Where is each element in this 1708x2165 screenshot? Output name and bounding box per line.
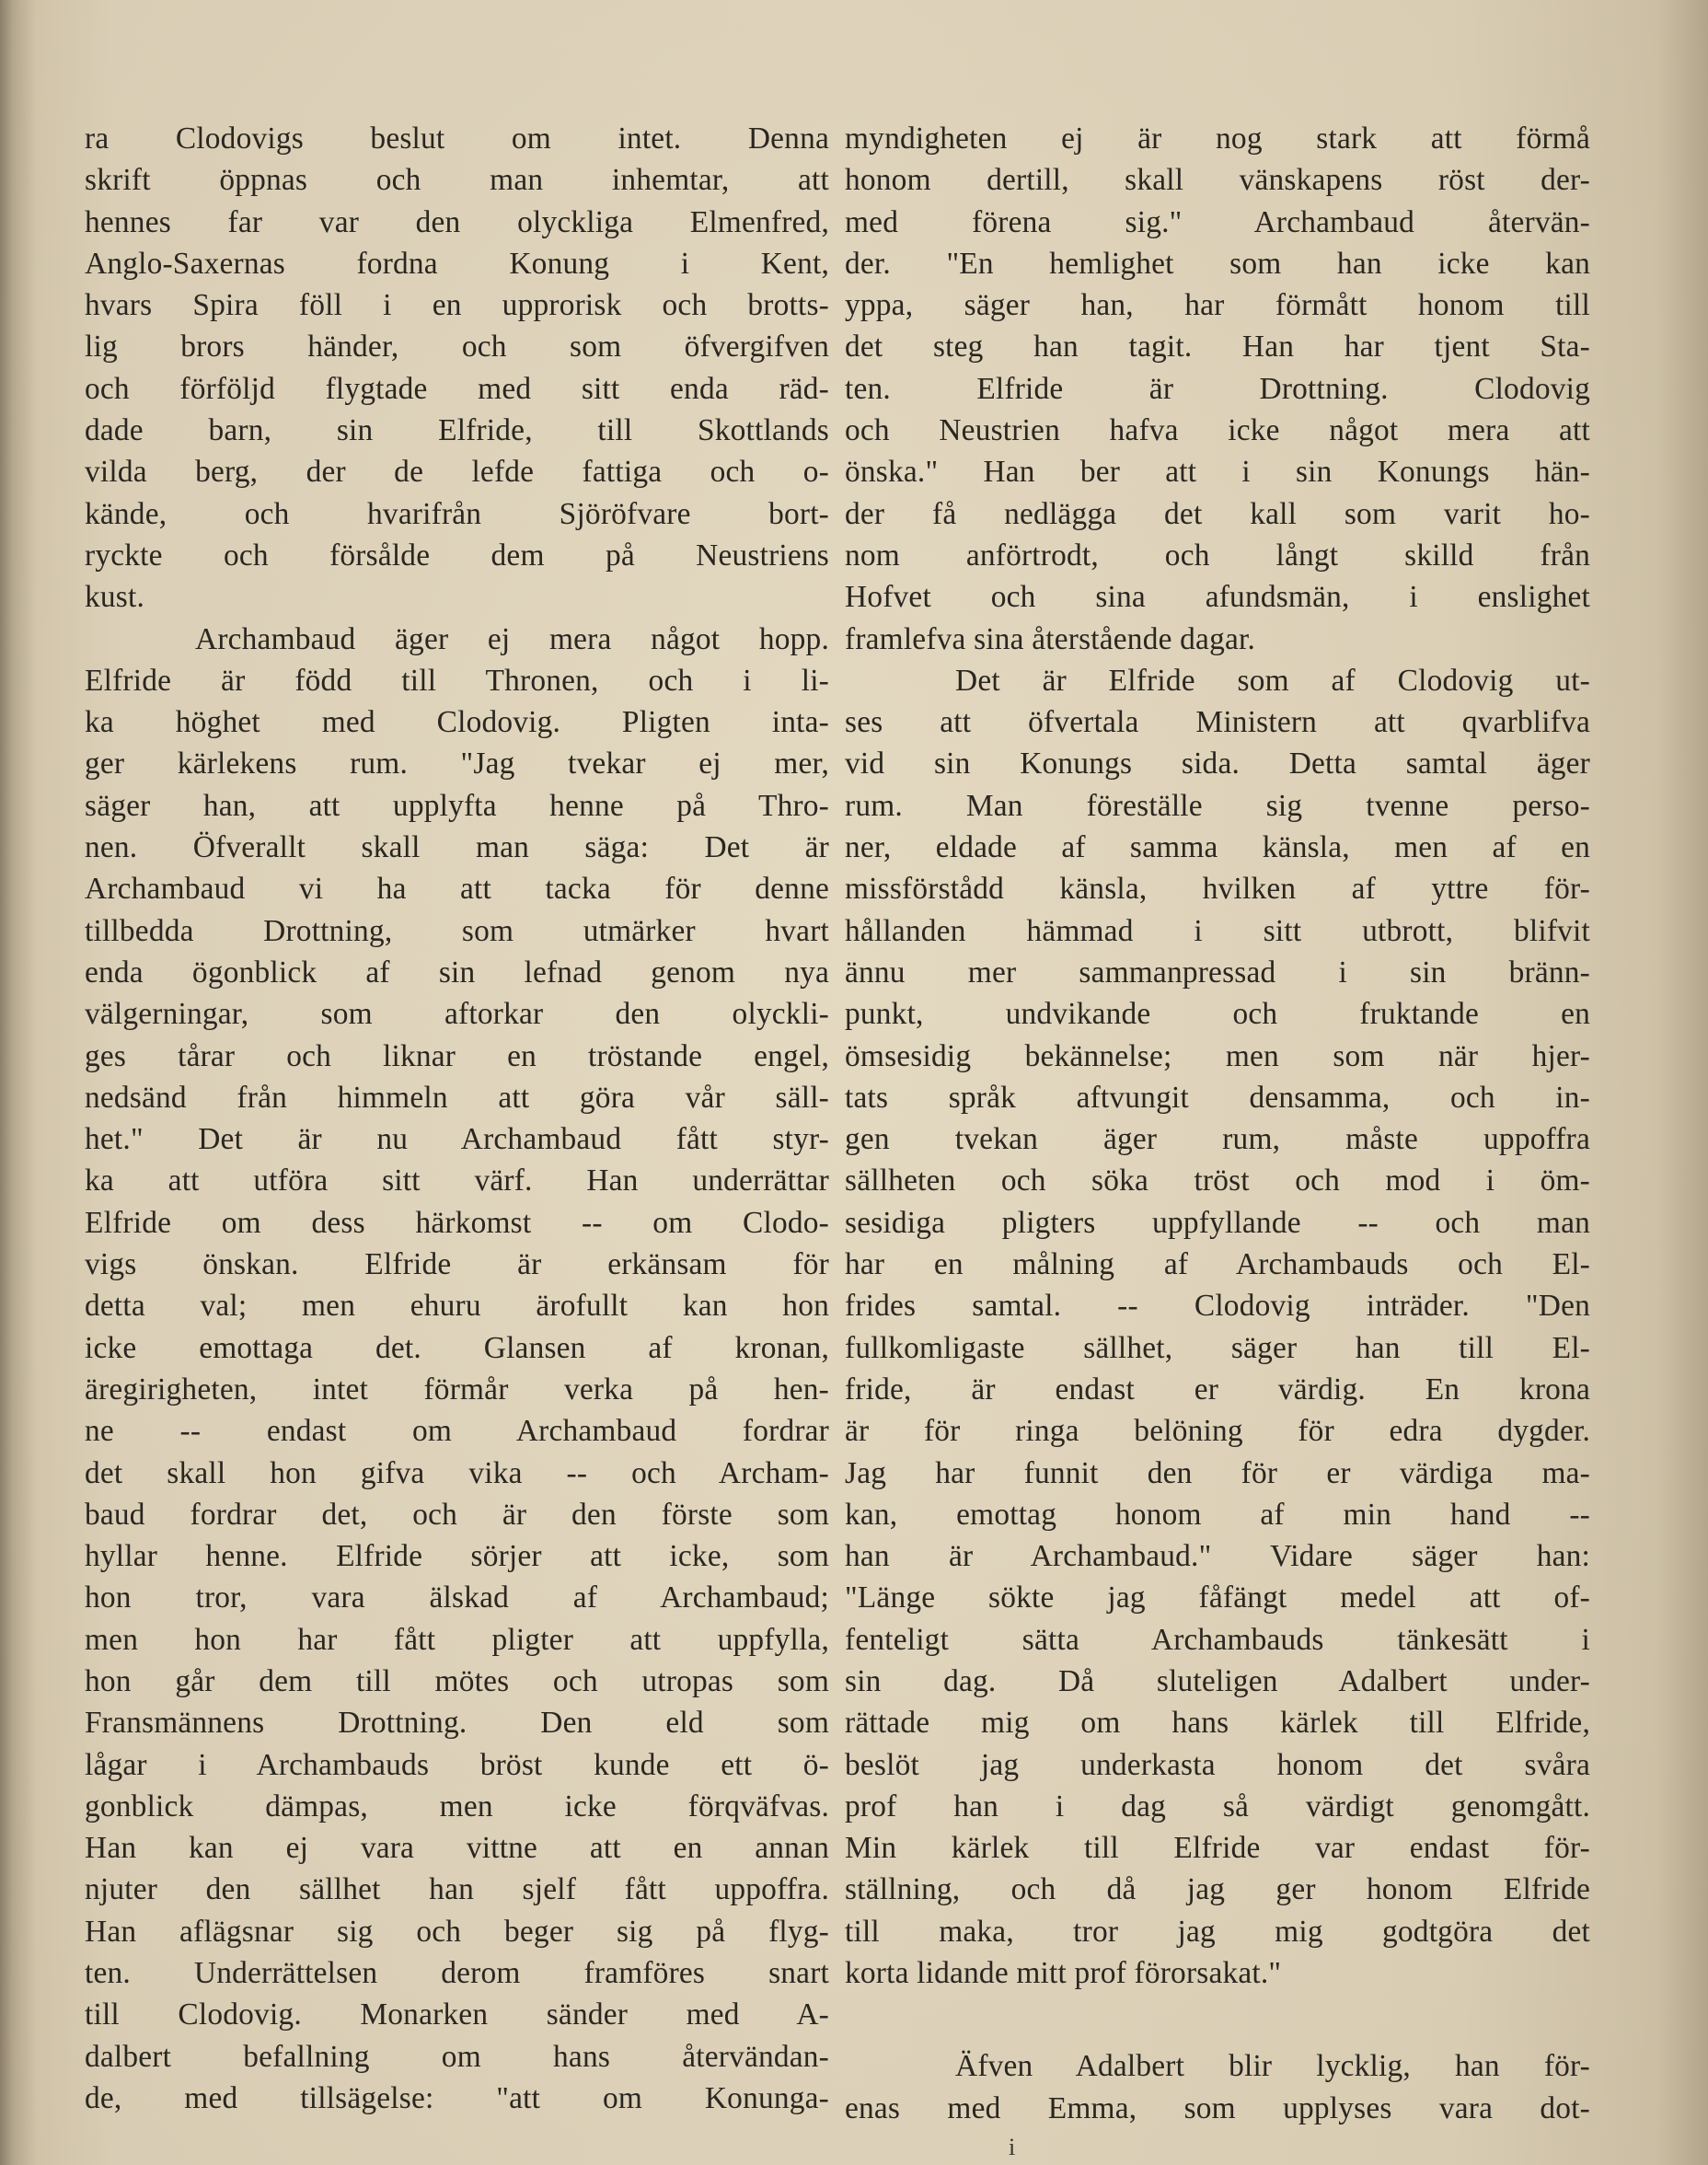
text-line: kände, och hvarifrån Sjöröfvare bort- (85, 496, 829, 531)
text-line: njuter den sällhet han sjelf fått uppoffra. (85, 1872, 829, 1907)
page-mark: i (1009, 2134, 1016, 2160)
text-line: men hon har fått pligter att uppfylla, (85, 1622, 829, 1657)
text-line: sällheten och söka tröst och mod i öm- (845, 1164, 1590, 1198)
text-line: yppa, säger han, har förmått honom till (845, 288, 1590, 323)
text-line: punkt, undvikande och fruktande en (845, 997, 1590, 1032)
text-line: ra Clodovigs beslut om intet. Denna (85, 122, 829, 156)
text-line: välgerningar, som aftorkar den olyckli- (85, 997, 829, 1032)
text-line: beslöt jag underkasta honom det svåra (845, 1747, 1590, 1782)
text-line: med förena sig." Archambaud återvän- (845, 204, 1590, 239)
text-line: baud fordrar det, och är den förste som (85, 1497, 829, 1532)
text-line: säger han, att upplyfta henne på Thro- (85, 788, 829, 823)
text-line: lig brors händer, och som öfvergifven (85, 330, 829, 365)
text-line: enas med Emma, som upplyses vara dot- (845, 2090, 1590, 2125)
text-line: det skall hon gifva vika -- och Archam- (85, 1455, 829, 1490)
text-line: framlefva sina återstående dagar. (845, 621, 1256, 656)
text-line: tillbedda Drottning, som utmärker hvart (85, 913, 829, 948)
text-line: Han aflägsnar sig och beger sig på flyg- (85, 1914, 829, 1949)
text-line: ännu mer sammanpressad i sin bränn- (845, 955, 1590, 990)
text-line: hyllar henne. Elfride sörjer att icke, som (85, 1539, 829, 1574)
text-line: dalbert befallning om hans återvändan- (85, 2039, 829, 2074)
text-line: sin dag. Då sluteligen Adalbert under- (845, 1663, 1590, 1698)
text-line: Archambaud äger ej mera något hopp. (195, 621, 829, 656)
text-line: ryckte och försålde dem på Neustriens (85, 538, 829, 573)
text-line: kust. (85, 580, 145, 615)
text-line: nen. Öfverallt skall man säga: Det är (85, 830, 829, 865)
text-line: vigs önskan. Elfride är erkänsam för (85, 1247, 829, 1282)
text-line: skrift öppnas och man inhemtar, att (85, 163, 829, 198)
text-line: de, med tillsägelse: "att om Konunga- (85, 2080, 829, 2115)
text-line: Fransmännens Drottning. Den eld som (85, 1706, 829, 1741)
text-line: fride, är endast er värdig. En krona (845, 1372, 1590, 1407)
text-line: ten. Underrättelsen derom framföres snart (85, 1956, 829, 1991)
text-line: vid sin Konungs sida. Detta samtal äger (845, 747, 1590, 781)
text-line: detta val; men ehuru ärofullt kan hon (85, 1289, 829, 1324)
text-line: gen tvekan äger rum, måste uppoffra (845, 1122, 1590, 1157)
text-line: het." Det är nu Archambaud fått styr- (85, 1122, 829, 1157)
text-line: hvars Spira föll i en upprorisk och brotts- (85, 288, 829, 323)
text-line: korta lidande mitt prof förorsakat." (845, 1956, 1282, 1991)
text-line: fullkomligaste sällhet, säger han till El- (845, 1330, 1590, 1365)
text-line: ses att öfvertala Ministern att qvarblifva (845, 705, 1590, 740)
text-line: och Neustrien hafva icke något mera att (845, 413, 1590, 448)
text-line: ger kärlekens rum. "Jag tvekar ej mer, (85, 747, 829, 781)
text-line: der få nedlägga det kall som varit ho- (845, 496, 1590, 531)
text-line: hon går dem till mötes och utropas som (85, 1663, 829, 1698)
text-line: han är Archambaud." Vidare säger han: (845, 1539, 1590, 1574)
text-line: ömsesidig bekännelse; men som när hjer- (845, 1038, 1590, 1073)
text-line: ka att utföra sitt värf. Han underrättar (85, 1164, 829, 1198)
text-line: prof han i dag så värdigt genomgått. (845, 1789, 1590, 1823)
text-line: är för ringa belöning för edra dygder. (845, 1414, 1590, 1449)
text-line: rättade mig om hans kärlek till Elfride, (845, 1706, 1590, 1741)
text-line: nom anförtrodt, och långt skilld från (845, 538, 1590, 573)
text-line: nedsänd från himmeln att göra vår säll- (85, 1080, 829, 1115)
text-line: har en målning af Archambauds och El- (845, 1247, 1590, 1282)
text-line: ställning, och då jag ger honom Elfride (845, 1872, 1590, 1907)
text-line: önska." Han ber att i sin Konungs hän- (845, 455, 1590, 490)
right-text-column (845, 118, 1590, 2129)
text-line: ner, eldade af samma känsla, men af en (845, 830, 1590, 865)
text-line: Det är Elfride som af Clodovig ut- (955, 663, 1590, 698)
text-line: lågar i Archambauds bröst kunde ett ö- (85, 1747, 829, 1782)
text-line: till maka, tror jag mig godtgöra det (845, 1914, 1590, 1949)
text-line: Äfven Adalbert blir lycklig, han för- (955, 2049, 1590, 2084)
text-line: hennes far var den olyckliga Elmenfred, (85, 204, 829, 239)
text-line: missförstådd känsla, hvilken af yttre för- (845, 872, 1590, 907)
text-line: ten. Elfride är Drottning. Clodovig (845, 371, 1590, 406)
text-line: Archambaud vi ha att tacka för denne (85, 872, 829, 907)
text-line: rum. Man föreställe sig tvenne perso- (845, 788, 1590, 823)
text-line: ne -- endast om Archambaud fordrar (85, 1414, 829, 1449)
text-line: fenteligt sätta Archambauds tänkesätt i (845, 1622, 1590, 1657)
text-line: ges tårar och liknar en tröstande engel, (85, 1038, 829, 1073)
text-line: det steg han tagit. Han har tjent Sta- (845, 330, 1590, 365)
text-line: Hofvet och sina afundsmän, i enslighet (845, 580, 1590, 615)
text-line: Jag har funnit den för er värdiga ma- (845, 1455, 1590, 1490)
text-line: dade barn, sin Elfride, till Skottlands (85, 413, 829, 448)
text-line: hon tror, vara älskad af Archambaud; (85, 1580, 829, 1615)
text-line: der. "En hemlighet som han icke kan (845, 246, 1590, 281)
text-line: Min kärlek till Elfride var endast för- (845, 1831, 1590, 1866)
text-line: honom dertill, skall vänskapens röst der- (845, 163, 1590, 198)
text-line: myndigheten ej är nog stark att förmå (845, 122, 1590, 156)
text-line: Anglo-Saxernas fordna Konung i Kent, (85, 246, 829, 281)
text-line: gonblick dämpas, men icke förqväfvas. (85, 1789, 829, 1823)
text-line: frides samtal. -- Clodovig inträder. "Den (845, 1289, 1590, 1324)
left-text-column (85, 118, 829, 2119)
text-line: äregirigheten, intet förmår verka på hen- (85, 1372, 829, 1407)
text-line: vilda berg, der de lefde fattiga och o- (85, 455, 829, 490)
text-line: icke emottaga det. Glansen af kronan, (85, 1330, 829, 1365)
text-line: Elfride om dess härkomst -- om Clodo- (85, 1205, 829, 1240)
text-line: kan, emottag honom af min hand -- (845, 1497, 1590, 1532)
text-line: tats språk aftvungit densamma, och in- (845, 1080, 1590, 1115)
text-line: enda ögonblick af sin lefnad genom nya (85, 955, 829, 990)
text-line: sesidiga pligters uppfyllande -- och man (845, 1205, 1590, 1240)
text-line: Elfride är född till Thronen, och i li- (85, 663, 829, 698)
text-line: och förföljd flygtade med sitt enda räd- (85, 371, 829, 406)
text-line: "Länge sökte jag fåfängt medel att of- (845, 1580, 1590, 1615)
text-line: Han kan ej vara vittne att en annan (85, 1831, 829, 1866)
text-line: till Clodovig. Monarken sänder med A- (85, 1997, 829, 2032)
text-line: ka höghet med Clodovig. Pligten inta- (85, 705, 829, 740)
text-line: hållanden hämmad i sitt utbrott, blifvit (845, 913, 1590, 948)
text-line (845, 1994, 1590, 2045)
